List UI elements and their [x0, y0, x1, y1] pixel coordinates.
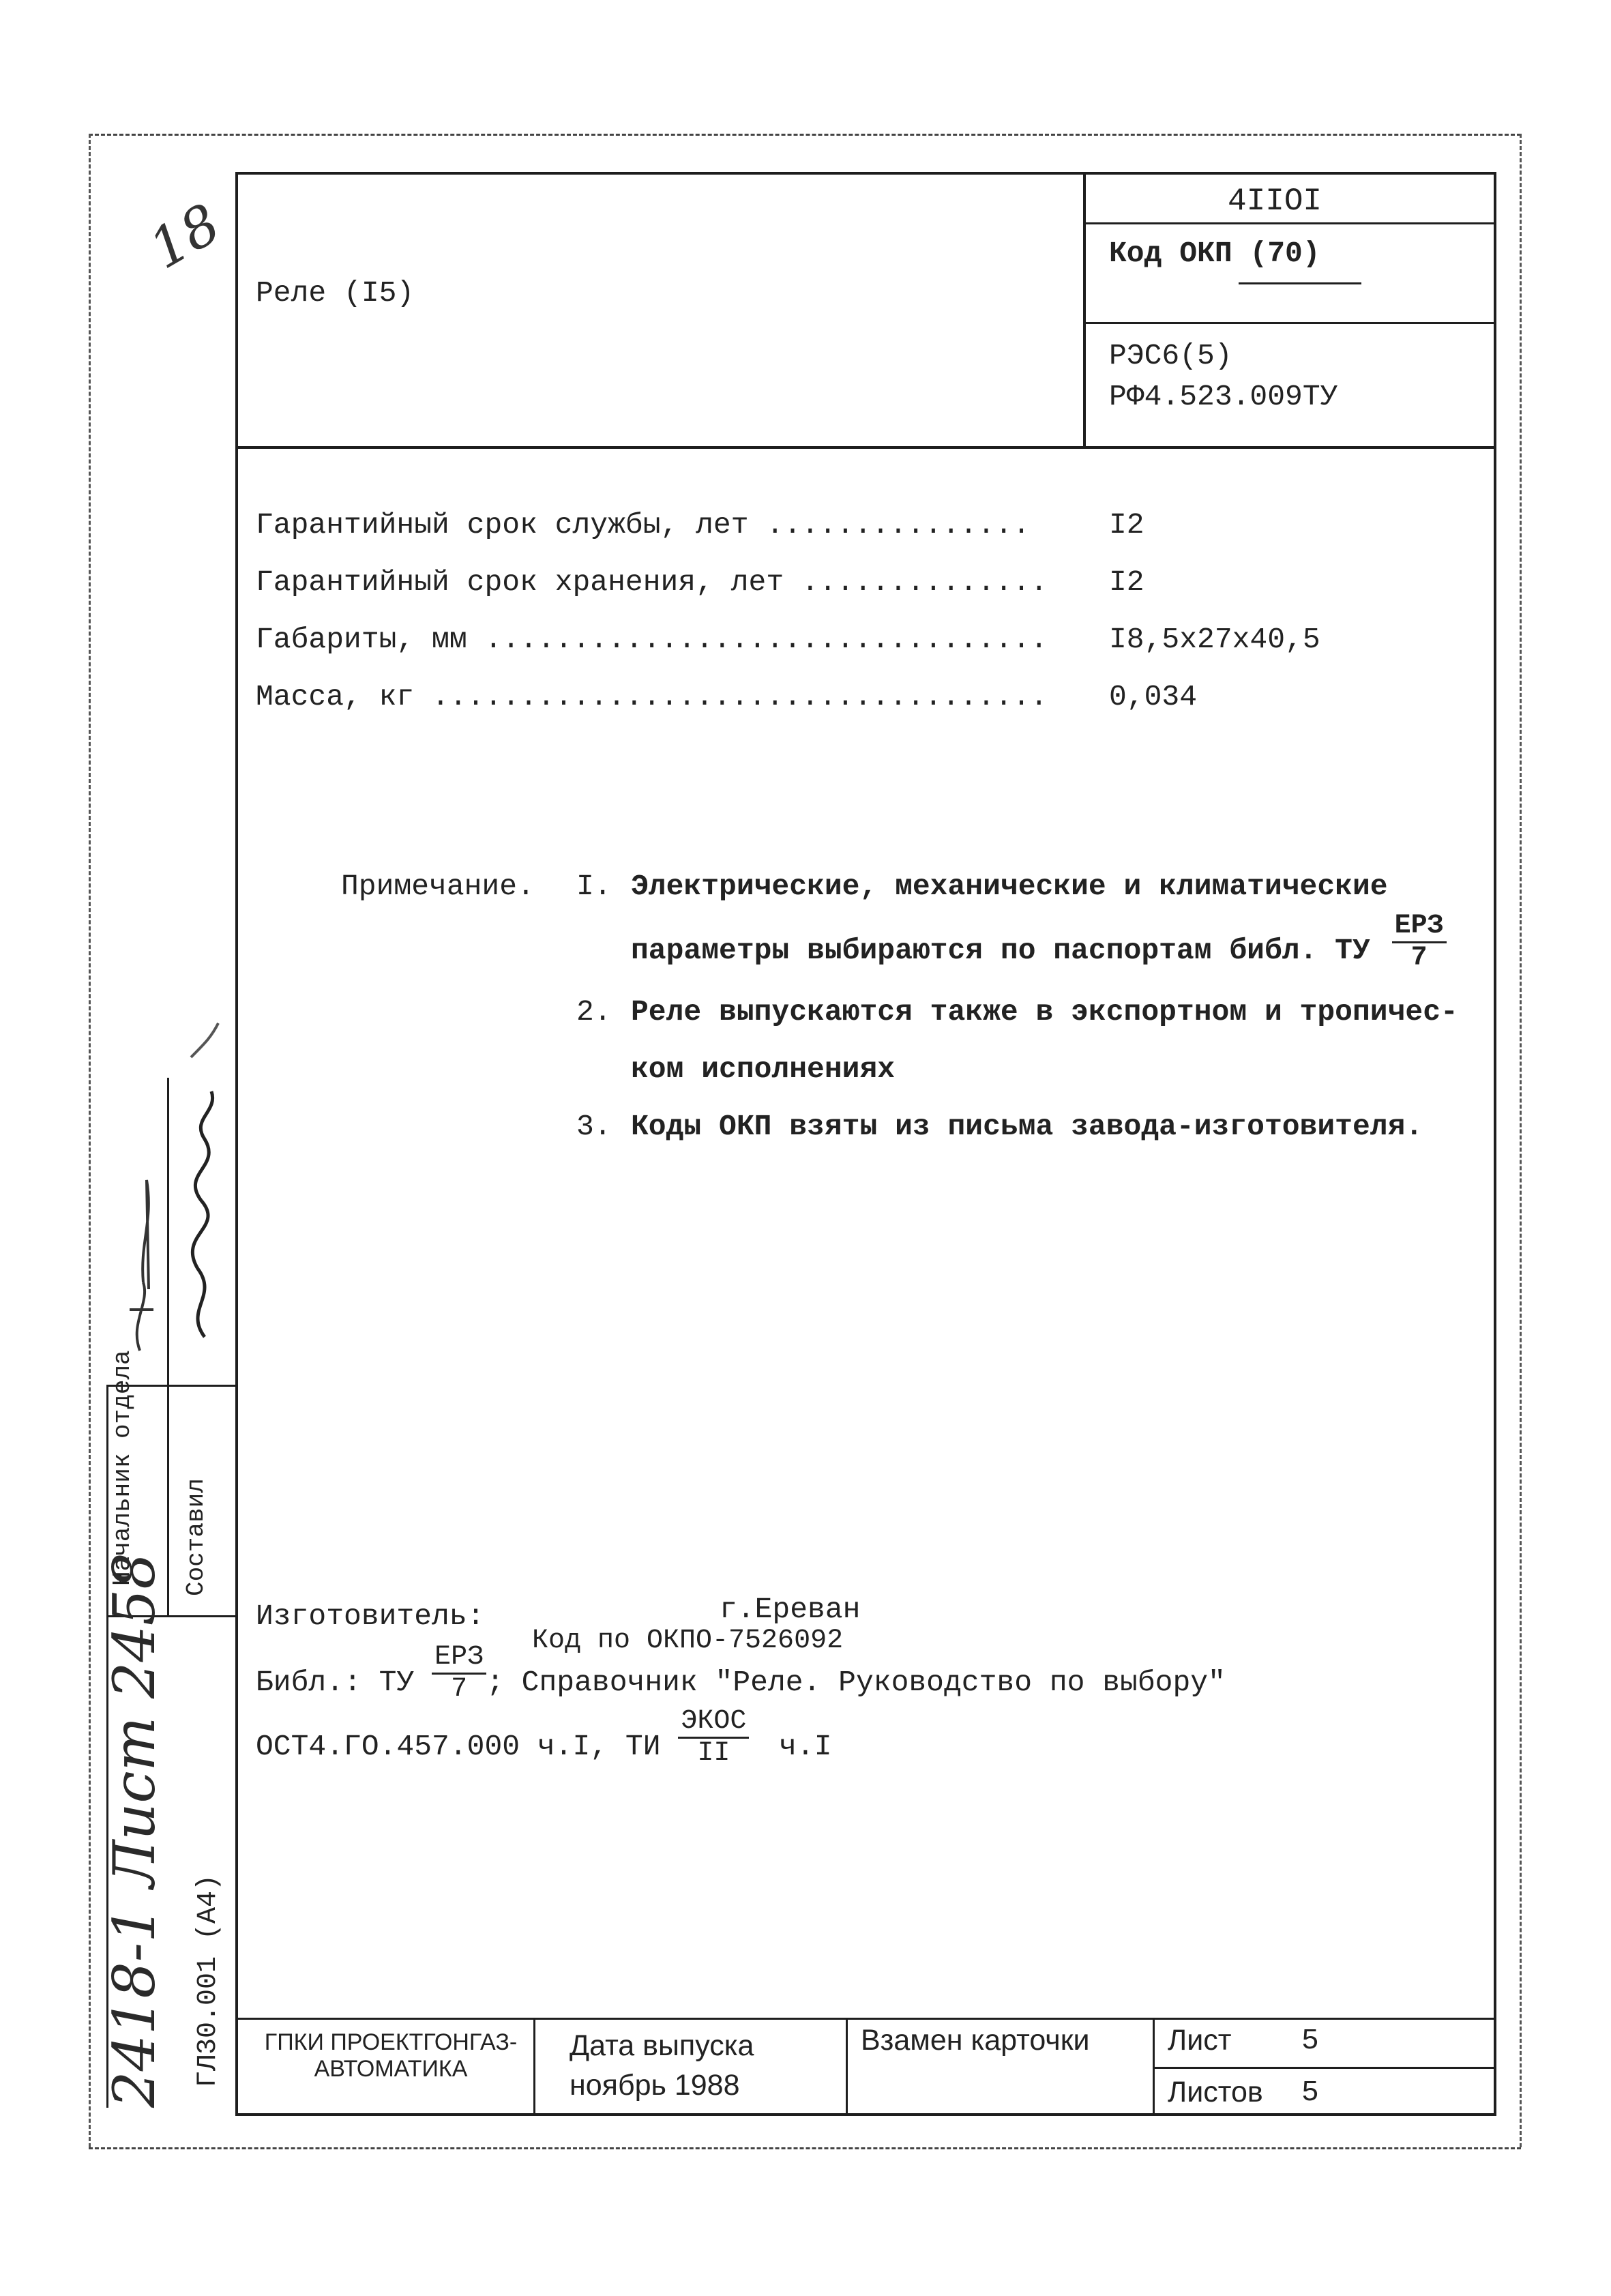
- param-value: I2: [1109, 508, 1144, 542]
- stamp-head-label: Начальник отдела: [108, 1350, 136, 1586]
- header-row2-divider: [1083, 322, 1496, 324]
- footer-org: ГПКИ ПРОЕКТГОНГАЗ-АВТОМАТИКА: [264, 2029, 518, 2082]
- stamp-handwritten-number: 2418-1 Лист 2458: [101, 1552, 168, 2108]
- footer-release-label: Дата выпуска: [570, 2029, 754, 2062]
- okp-underline: [1239, 282, 1361, 284]
- bibliography-line: Библ.: ТУ $\frac{\text{ЕРЗ}}{7}$ ; Справочник "Реле. Руководство по выбору": [256, 1642, 1226, 1705]
- footer-replaces-label: Взамен карточки: [861, 2024, 1090, 2057]
- note-2-line-2: ком исполнениях: [631, 1053, 896, 1086]
- footer-top-line: [235, 2018, 1496, 2020]
- note-1-line-1: Электрические, механические и климатические: [631, 870, 1388, 903]
- note-1-line-2: параметры выбираются по паспортам библ. ТУ $\frac{\text{ЕРЗ}}{7}$: [631, 929, 1447, 972]
- okp-code: Код ОКП (70): [1109, 237, 1320, 270]
- footer-sheets-total: 5: [1301, 2076, 1319, 2109]
- param-value: 0,034: [1109, 680, 1198, 713]
- card-border-bottom: [235, 2113, 1496, 2116]
- note-3-line-1: Коды ОКП взяты из письма завода-изготовителя.: [631, 1110, 1423, 1143]
- bibliography-fraction: $\frac{\text{ЕРЗ}}{7}$: [432, 1644, 486, 1703]
- param-label: Гарантийный срок хранения, лет ..............: [256, 565, 1048, 599]
- param-label: Масса, кг ...................................: [256, 680, 1048, 713]
- outer-border-top: [89, 134, 1521, 136]
- ost-line: ОСТ4.ГО.457.000 ч.I, ТИ $\frac{\text{ЭКОС}}{II}$ ч.I: [256, 1706, 832, 1769]
- card-border-top: [235, 172, 1496, 175]
- outer-border-bottom: [89, 2147, 1521, 2149]
- footer-col-1: [533, 2018, 535, 2115]
- header-vertical: [1083, 172, 1086, 447]
- footer-col-2: [846, 2018, 848, 2115]
- handwritten-page-number: 18: [138, 191, 231, 282]
- footer-release-date: ноябрь 1988: [570, 2069, 740, 2102]
- outer-border-left: [89, 134, 91, 2147]
- footer-sheet-number: 5: [1301, 2024, 1319, 2057]
- footer-sheets-label: Листов: [1168, 2076, 1263, 2108]
- spec-number: РФ4.523.009ТУ: [1109, 380, 1338, 413]
- footer-col-3: [1153, 2018, 1155, 2115]
- note-3-number: 3.: [576, 1110, 612, 1143]
- note-1-number: I.: [576, 870, 612, 903]
- manufacturer-city: г.Ереван: [720, 1593, 861, 1626]
- okpo-code: Код по ОКПО-7526092: [532, 1625, 844, 1656]
- note-2-number: 2.: [576, 995, 612, 1029]
- param-label: Гарантийный срок службы, лет ...............: [256, 508, 1031, 542]
- signature-author: [164, 1010, 246, 1364]
- notes-heading: Примечание.: [341, 870, 535, 903]
- stamp-form-code: ГЛ30.001 (А4): [193, 1874, 224, 2087]
- outer-border-right: [1520, 134, 1522, 2147]
- header-divider: [235, 446, 1496, 449]
- product-code: 4IIOI: [1228, 183, 1322, 219]
- manufacturer-label: Изготовитель:: [256, 1600, 485, 1633]
- note-1-fraction: $\frac{\text{ЕРЗ}}{7}$: [1392, 913, 1447, 972]
- header-row1-divider: [1083, 222, 1496, 224]
- param-label: Габариты, мм ................................: [256, 623, 1048, 656]
- stamp-author-label: Составил: [182, 1478, 210, 1596]
- ti-fraction: $\frac{\text{ЭКОС}}{II}$: [678, 1708, 749, 1767]
- footer-sheet-label: Лист: [1168, 2024, 1232, 2057]
- footer-row-divider: [1153, 2067, 1496, 2069]
- note-2-line-1: Реле выпускаются также в экспортном и тропичес-: [631, 995, 1458, 1029]
- param-value: I2: [1109, 565, 1144, 599]
- model-number: РЭС6(5): [1109, 339, 1232, 372]
- param-value: I8,5x27x40,5: [1109, 623, 1320, 656]
- card-border-right: [1494, 172, 1496, 2116]
- product-name: Реле (I5): [256, 276, 415, 310]
